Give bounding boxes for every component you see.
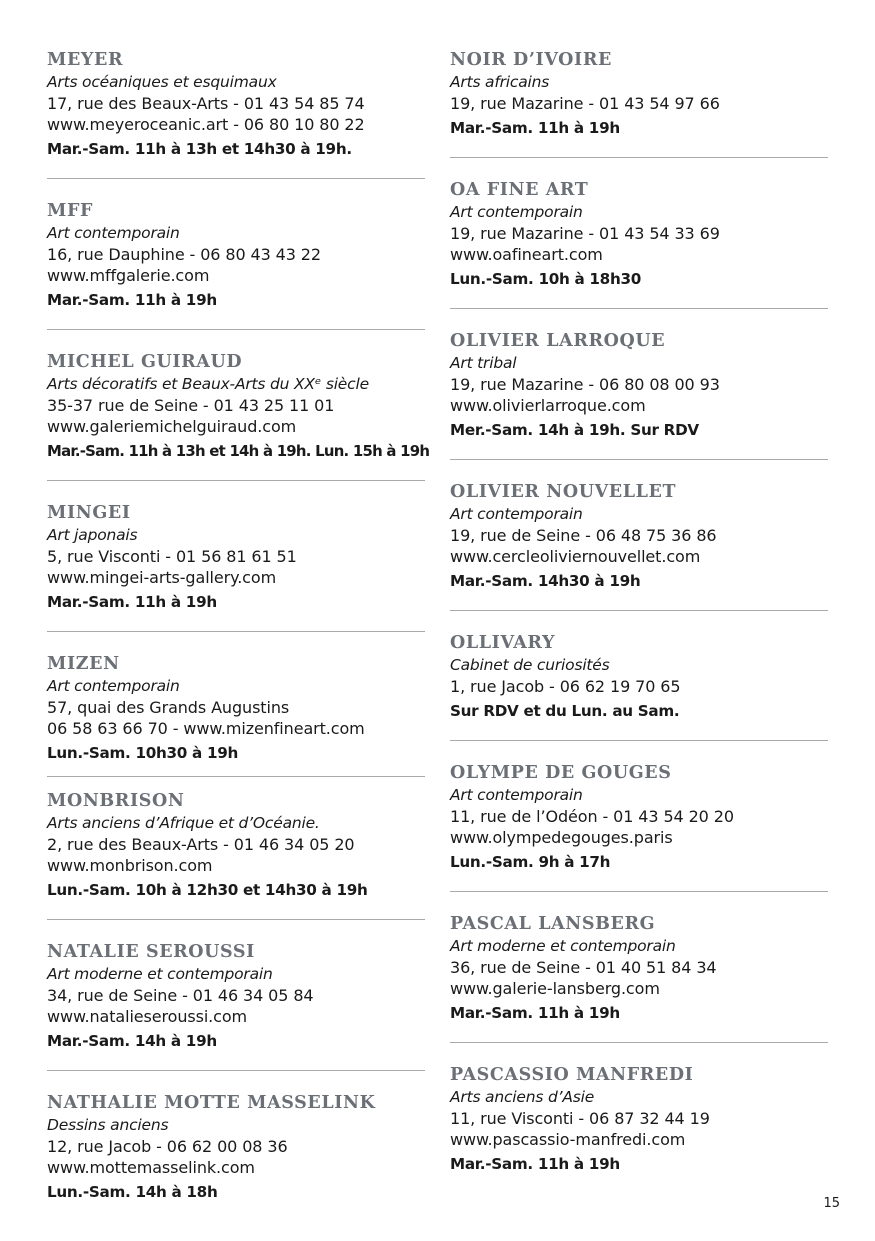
gallery-entry <box>47 501 425 613</box>
gallery-address: 1, rue Jacob - 06 62 19 70 65 <box>450 677 681 696</box>
divider <box>450 157 828 158</box>
gallery-specialty: Art contemporain <box>450 505 583 523</box>
gallery-name: OLYMPE DE GOUGES <box>450 763 672 783</box>
divider <box>47 329 425 330</box>
gallery-name: MINGEI <box>47 503 131 523</box>
gallery-website: www.monbrison.com <box>47 856 213 875</box>
gallery-specialty: Arts africains <box>450 73 550 91</box>
gallery-entry <box>450 631 828 722</box>
gallery-website: www.mingei-arts-gallery.com <box>47 568 277 587</box>
gallery-address: 35-37 rue de Seine - 01 43 25 11 01 <box>47 396 335 415</box>
gallery-website: www.galerie-lansberg.com <box>450 979 660 998</box>
gallery-name: OLIVIER NOUVELLET <box>450 482 677 502</box>
gallery-entry <box>450 178 828 290</box>
gallery-address: 11, rue de l’Odéon - 01 43 54 20 20 <box>450 807 734 826</box>
gallery-name: NOIR D’IVOIRE <box>450 50 612 70</box>
gallery-name: NATALIE SEROUSSI <box>47 942 255 962</box>
divider <box>47 1070 425 1071</box>
gallery-specialty: Dessins anciens <box>47 1116 169 1134</box>
gallery-name: PASCAL LANSBERG <box>450 914 656 934</box>
gallery-hours: Mar.-Sam. 11h à 19h <box>450 1004 620 1022</box>
gallery-contact: www.meyeroceanic.art - 06 80 10 80 22 <box>47 115 365 134</box>
gallery-address: 57, quai des Grands Augustins <box>47 698 290 717</box>
gallery-address: 11, rue Visconti - 06 87 32 44 19 <box>450 1109 710 1128</box>
gallery-website: www.galeriemichelguiraud.com <box>47 417 297 436</box>
gallery-hours: Mar.-Sam. 14h à 19h <box>47 1032 217 1050</box>
gallery-entry <box>47 789 425 901</box>
gallery-entry <box>47 1091 425 1203</box>
gallery-hours: Mar.-Sam. 11h à 19h <box>47 593 217 611</box>
gallery-entry <box>47 940 425 1052</box>
gallery-address: 19, rue Mazarine - 01 43 54 97 66 <box>450 94 720 113</box>
gallery-address: 34, rue de Seine - 01 46 34 05 84 <box>47 986 314 1005</box>
gallery-address: 19, rue de Seine - 06 48 75 36 86 <box>450 526 717 545</box>
gallery-hours: Lun.-Sam. 9h à 17h <box>450 853 611 871</box>
divider <box>450 891 828 892</box>
gallery-website: www.pascassio-manfredi.com <box>450 1130 686 1149</box>
gallery-address: 5, rue Visconti - 01 56 81 61 51 <box>47 547 297 566</box>
gallery-website: www.natalieseroussi.com <box>47 1007 248 1026</box>
divider <box>47 776 425 777</box>
gallery-specialty: Art contemporain <box>47 677 180 695</box>
gallery-entry <box>47 48 425 160</box>
divider <box>47 919 425 920</box>
gallery-entry <box>47 652 425 764</box>
gallery-website: www.mffgalerie.com <box>47 266 210 285</box>
gallery-hours: Mar.-Sam. 11h à 19h <box>47 291 217 309</box>
gallery-website: www.oafineart.com <box>450 245 603 264</box>
gallery-name: MIZEN <box>47 654 120 674</box>
gallery-hours: Lun.-Sam. 10h30 à 19h <box>47 744 238 762</box>
divider <box>47 480 425 481</box>
gallery-address: 2, rue des Beaux-Arts - 01 46 34 05 20 <box>47 835 355 854</box>
gallery-hours: Mar.-Sam. 14h30 à 19h <box>450 572 641 590</box>
right-column <box>450 46 828 1175</box>
gallery-specialty: Arts décoratifs et Beaux-Arts du XXᵉ siècle <box>47 375 369 393</box>
gallery-hours: Sur RDV et du Lun. au Sam. <box>450 702 680 720</box>
gallery-hours: Mar.-Sam. 11h à 13h et 14h à 19h. Lun. 15h à 19h <box>47 442 430 460</box>
gallery-hours: Lun.-Sam. 10h à 18h30 <box>450 270 641 288</box>
gallery-specialty: Art contemporain <box>450 203 583 221</box>
divider <box>450 1042 828 1043</box>
gallery-name: MEYER <box>47 50 124 70</box>
left-column <box>47 46 430 1203</box>
divider <box>450 740 828 741</box>
gallery-hours: Mar.-Sam. 11h à 13h et 14h30 à 19h. <box>47 140 352 158</box>
divider <box>450 308 828 309</box>
gallery-name: MONBRISON <box>47 791 185 811</box>
gallery-contact: 06 58 63 66 70 - www.mizenfineart.com <box>47 719 365 738</box>
gallery-specialty: Art moderne et contemporain <box>47 965 273 983</box>
divider <box>450 459 828 460</box>
gallery-specialty: Art japonais <box>47 526 138 544</box>
gallery-website: www.olivierlarroque.com <box>450 396 646 415</box>
page-number: 15 <box>823 1196 840 1211</box>
gallery-entry <box>450 48 828 139</box>
gallery-name: MICHEL GUIRAUD <box>47 352 243 372</box>
gallery-name: NATHALIE MOTTE MASSELINK <box>47 1093 376 1113</box>
gallery-specialty: Arts anciens d’Afrique et d’Océanie. <box>47 814 320 832</box>
gallery-hours: Mar.-Sam. 11h à 19h <box>450 1155 620 1173</box>
gallery-specialty: Cabinet de curiosités <box>450 656 610 674</box>
gallery-entry <box>450 480 828 592</box>
gallery-address: 17, rue des Beaux-Arts - 01 43 54 85 74 <box>47 94 365 113</box>
divider <box>450 610 828 611</box>
gallery-website: www.olympedegouges.paris <box>450 828 673 847</box>
gallery-entry <box>450 1063 828 1175</box>
gallery-address: 19, rue Mazarine - 01 43 54 33 69 <box>450 224 720 243</box>
gallery-entry <box>450 912 828 1024</box>
gallery-entry <box>47 350 430 462</box>
gallery-name: OLIVIER LARROQUE <box>450 331 666 351</box>
gallery-address: 16, rue Dauphine - 06 80 43 43 22 <box>47 245 321 264</box>
gallery-hours: Lun.-Sam. 10h à 12h30 et 14h30 à 19h <box>47 881 368 899</box>
gallery-hours: Mar.-Sam. 11h à 19h <box>450 119 620 137</box>
gallery-website: www.mottemasselink.com <box>47 1158 255 1177</box>
divider <box>47 631 425 632</box>
gallery-address: 12, rue Jacob - 06 62 00 08 36 <box>47 1137 288 1156</box>
gallery-name: OLLIVARY <box>450 633 556 653</box>
gallery-name: PASCASSIO MANFREDI <box>450 1065 694 1085</box>
gallery-specialty: Art contemporain <box>450 786 583 804</box>
gallery-name: MFF <box>47 201 94 221</box>
gallery-address: 19, rue Mazarine - 06 80 08 00 93 <box>450 375 720 394</box>
gallery-hours: Mer.-Sam. 14h à 19h. Sur RDV <box>450 421 699 439</box>
gallery-specialty: Arts océaniques et esquimaux <box>47 73 277 91</box>
gallery-specialty: Arts anciens d’Asie <box>450 1088 595 1106</box>
gallery-address: 36, rue de Seine - 01 40 51 84 34 <box>450 958 717 977</box>
gallery-hours: Lun.-Sam. 14h à 18h <box>47 1183 218 1201</box>
gallery-specialty: Art tribal <box>450 354 517 372</box>
gallery-entry <box>47 199 425 311</box>
gallery-entry <box>450 329 828 441</box>
gallery-website: www.cercleoliviernouvellet.com <box>450 547 701 566</box>
divider <box>47 178 425 179</box>
gallery-name: OA FINE ART <box>450 180 589 200</box>
gallery-entry <box>450 761 828 873</box>
gallery-specialty: Art contemporain <box>47 224 180 242</box>
gallery-specialty: Art moderne et contemporain <box>450 937 676 955</box>
